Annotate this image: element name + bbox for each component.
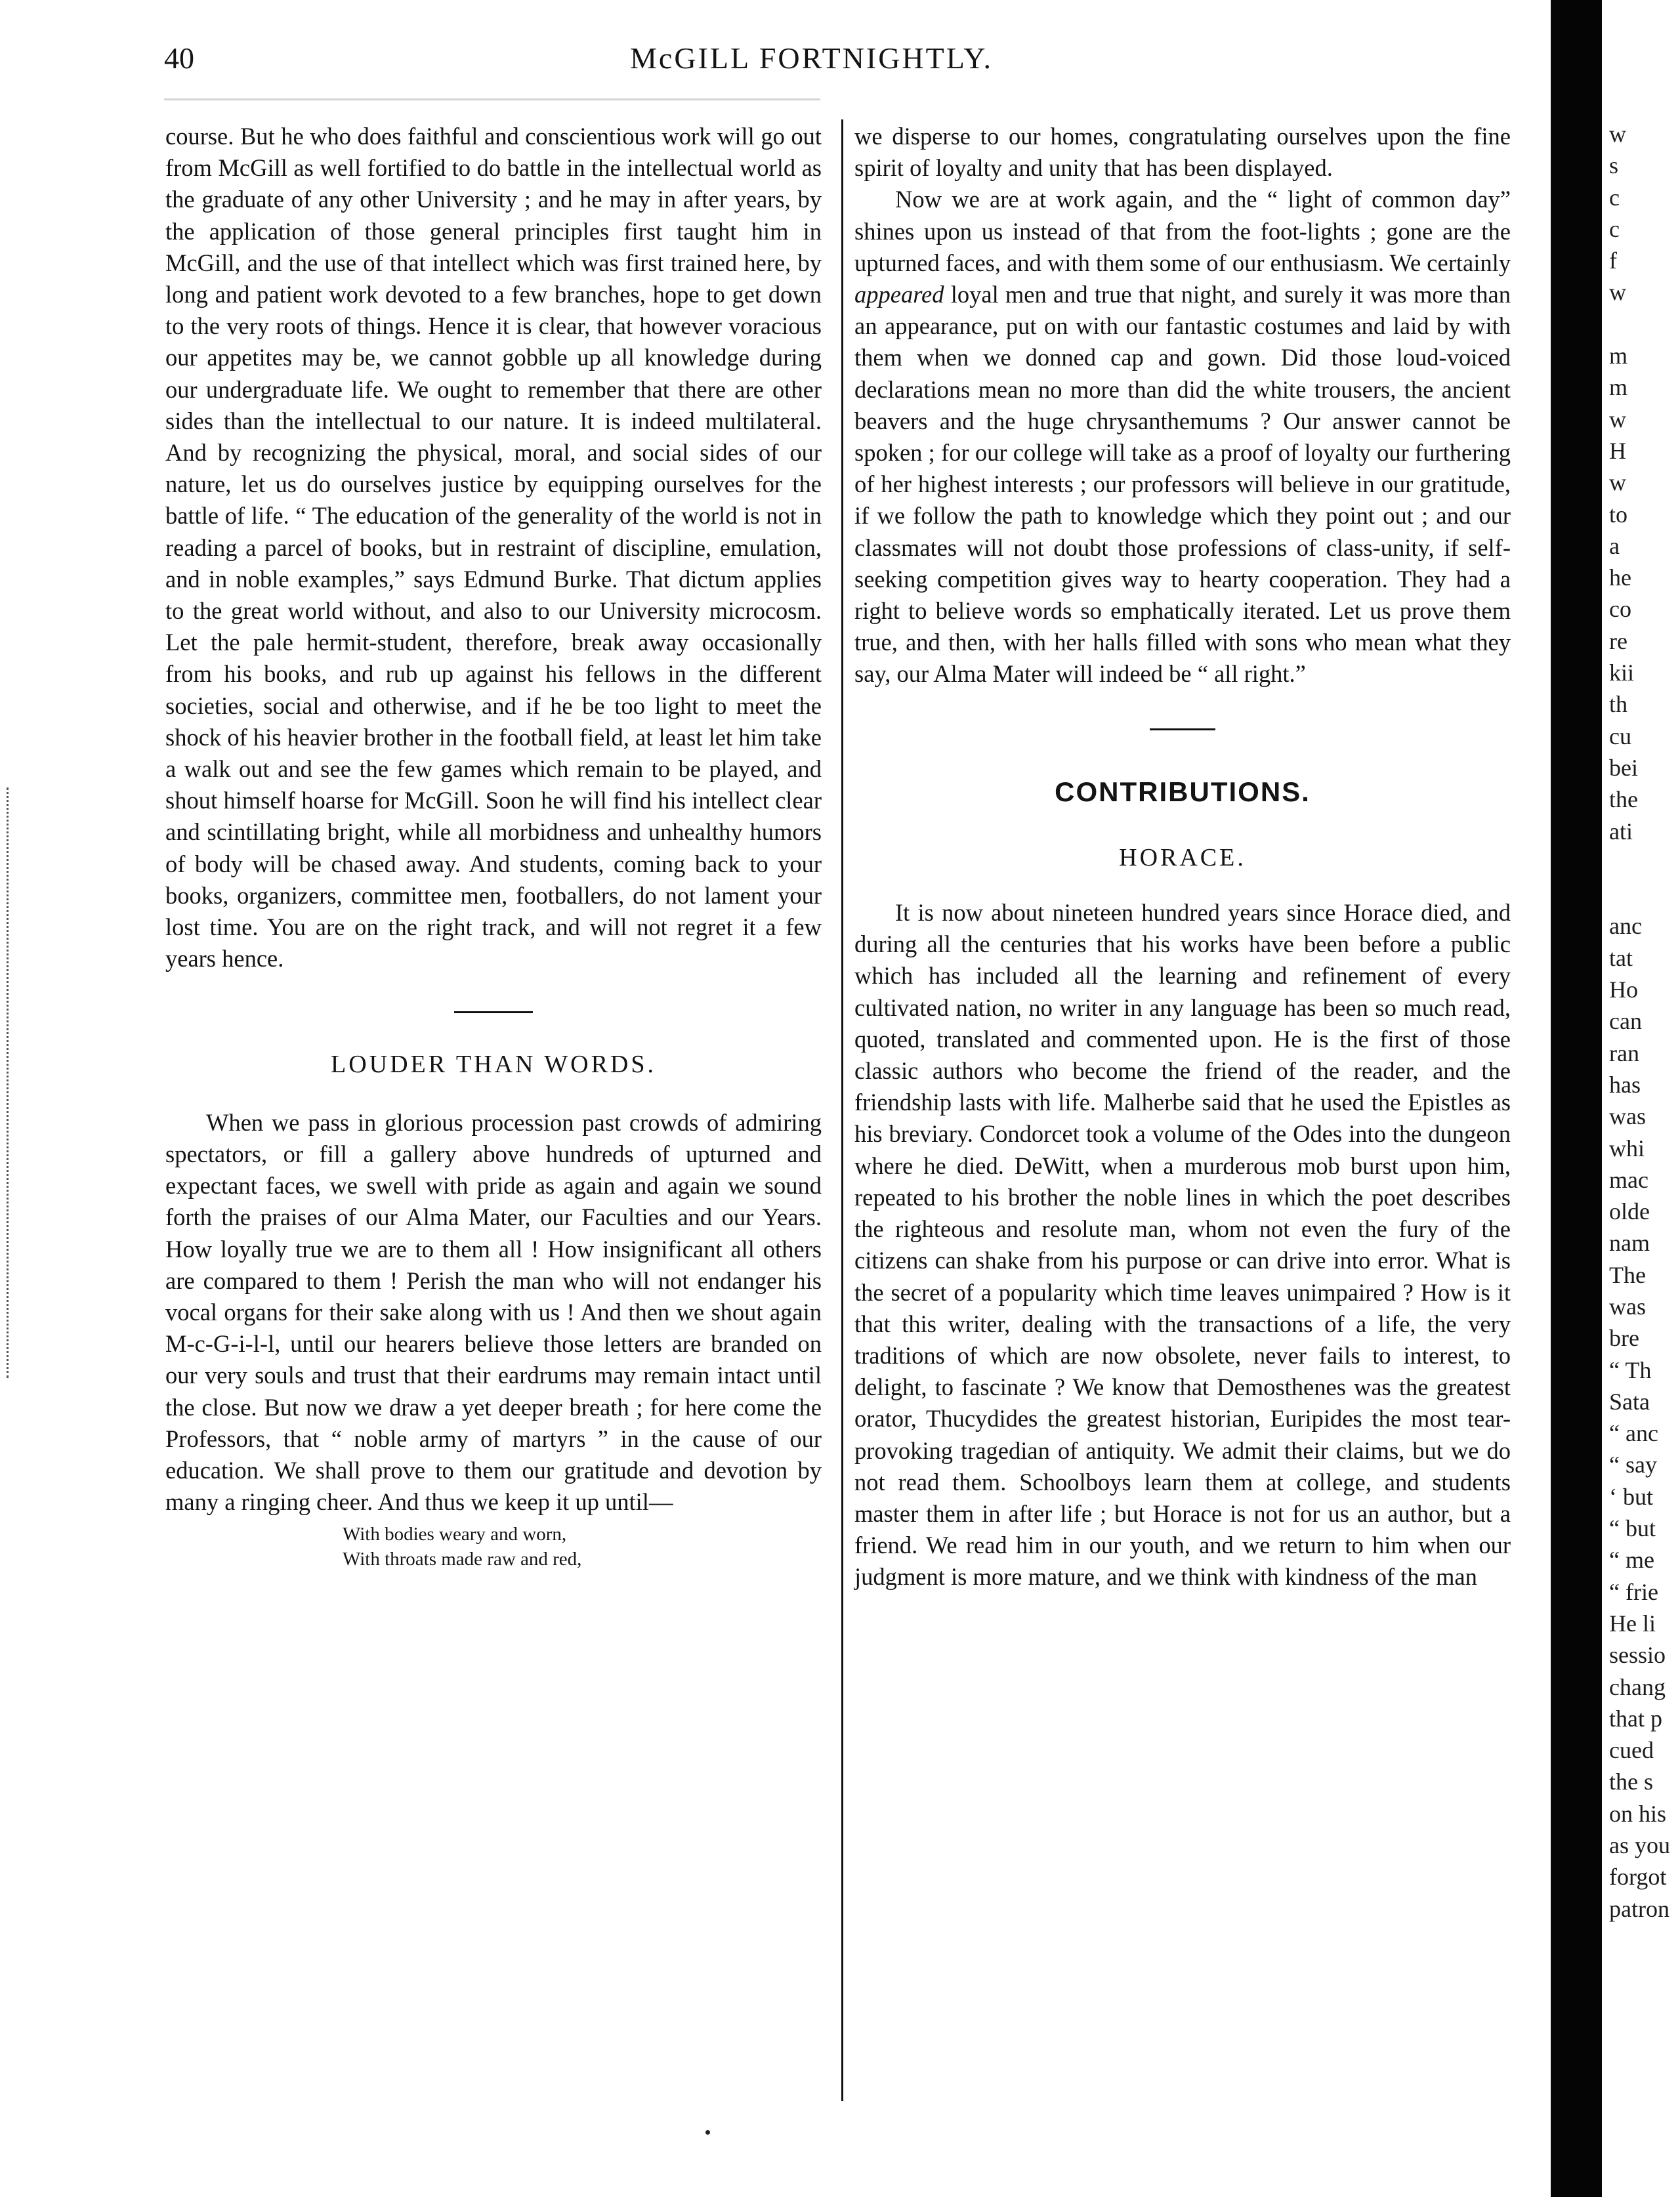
adjacent-page-fragments xyxy=(1609,118,1680,1925)
adjacent-page-fragment: Ho xyxy=(1609,976,1638,1003)
adjacent-page-fragment: “ but xyxy=(1609,1515,1656,1542)
adjacent-page-fragment: bei xyxy=(1609,754,1638,781)
adjacent-page-fragment: The xyxy=(1609,1261,1646,1288)
adjacent-page-fragment: he xyxy=(1609,564,1631,591)
adjacent-page-fragment: c xyxy=(1609,184,1620,211)
continuation-paragraph: we disperse to our homes, congratulating ourselves upon the fine spirit of loyalty and unity that has been displayed. xyxy=(854,123,1511,182)
adjacent-page-fragment: “ say xyxy=(1609,1452,1657,1478)
adjacent-page-fragment: cued xyxy=(1609,1737,1654,1764)
louder-paragraph: When we pass in glorious procession past crowds of admiring spectators, or fill a gallery above hundreds of upturned and expectant faces, we swell with pride as again and again we sound forth the praises of our Alma Mater, our Faculties and our Years. How loyally true we are to them all ! How insignificant all others are compared to them ! Perish the man who will not endanger his vocal organs for their sake along with us ! And then we shout again M-c-G-i-l-l, until our hearers believe those letters are branded on our very souls and trust that their eardrums may remain intact until the close. But now we draw a yet deeper breath ; for here come the Professors, that “ noble army of martyrs ” in the cause of our education. We shall prove to them our gratitude and devotion by many a ringing cheer. And thus we keep it up until— xyxy=(165,1108,822,1516)
adjacent-page-fragment: m xyxy=(1609,343,1628,369)
adjacent-page-fragment: that p xyxy=(1609,1705,1662,1732)
adjacent-page-fragment: was xyxy=(1609,1293,1646,1320)
adjacent-page-fragment: olde xyxy=(1609,1198,1650,1225)
adjacent-page-fragment xyxy=(1609,847,1680,879)
adjacent-page-fragment: s xyxy=(1609,152,1619,179)
now-paragraph xyxy=(854,184,1511,690)
adjacent-page-fragment: re xyxy=(1609,627,1628,654)
adjacent-page-fragment: sessio xyxy=(1609,1642,1666,1669)
now-paragraph-emphasis: appeared xyxy=(854,281,944,308)
adjacent-page-fragment: anc xyxy=(1609,913,1642,940)
section-divider xyxy=(1150,728,1215,730)
verse-line: With throats made raw and red, xyxy=(343,1549,582,1570)
right-column xyxy=(854,121,1511,1593)
adjacent-page-fragment: chang xyxy=(1609,1673,1666,1700)
column-rule xyxy=(841,119,843,2101)
adjacent-page-fragment: f xyxy=(1609,247,1617,274)
verse-quote xyxy=(165,1522,822,1572)
adjacent-page-fragment: m xyxy=(1609,374,1628,401)
adjacent-page-fragment: to xyxy=(1609,501,1628,528)
adjacent-page-fragment: can xyxy=(1609,1008,1642,1035)
adjacent-page-fragment: c xyxy=(1609,215,1620,242)
left-column xyxy=(165,121,822,1572)
adjacent-page-fragment: “ anc xyxy=(1609,1420,1658,1447)
adjacent-page-fragment: has xyxy=(1609,1071,1641,1098)
contributions-heading: CONTRIBUTIONS. xyxy=(1055,776,1311,807)
adjacent-page-fragment: on his xyxy=(1609,1800,1667,1827)
adjacent-page-fragment: nam xyxy=(1609,1230,1650,1257)
binding-shadow xyxy=(1551,0,1602,2197)
section-divider xyxy=(454,1011,533,1013)
louder-than-words-title: LOUDER THAN WORDS. xyxy=(331,1051,656,1079)
adjacent-page-fragment: whi xyxy=(1609,1135,1645,1161)
adjacent-page-fragment: “ Th xyxy=(1609,1356,1652,1383)
adjacent-page-fragment: was xyxy=(1609,1103,1646,1130)
horace-paragraph: It is now about nineteen hundred years since Horace died, and during all the centuries that his works have been before a public which has included all the learning and refinement of every cultivated nation, no writer in any language has been so much read, quoted, translated and commented upon. He is the first of those classic authors who become the friend of the reader, and the friendship lasts with life. Malherbe said that he used the Epistles as his breviary. Condorcet took a volume of the Odes into the dungeon where he died. DeWitt, when a murderous mob burst upon him, repeated to his brother the noble lines in which the poet describes the righteous and resolute man, whom not even the fury of the citizens can shake from his purpose or can drive into error. What is the secret of a popularity which time leaves unimpaired ? How is it that this writer, dealing with the transactions of a life, the very traditions of which are now obsolete, never fails to interest, to delight, to fascinate ? We know that Demosthenes was the greatest orator, Thucydides the greatest historian, Euripides the most tear-provoking tragedian of antiquity. We admit their claims, but we do not read them. Schoolboys learn them at college, and students master them in after life ; but Horace is not for us an author, but a friend. We read him in our youth, and we return to him when our judgment is more mature, and we think with kindness of the man xyxy=(854,899,1511,1591)
adjacent-page-fragment: tat xyxy=(1609,944,1633,971)
page-number: 40 xyxy=(164,41,194,75)
adjacent-page-fragment xyxy=(1609,879,1680,910)
adjacent-page-fragment: kii xyxy=(1609,659,1635,686)
margin-marks xyxy=(7,787,14,1378)
now-paragraph-text-end: loyal men and true that night, and surely it was more than an appearance, put on with our fantastic costumes and laid by with them when we donned cap and gown. Did those loud-voiced declarations mean no more than did the white trousers, the ancient beavers and the huge chrysanthemums ? Our answer cannot be spoken ; for our college will take as a proof of loyalty our furthering of her highest interests ; our professors will believe in our gratitude, if we follow the path to knowledge which they point out ; and our classmates will not doubt those professions of class-unity, if self-seeking competition gives way to hearty cooperation. They had a right to believe words so emphatically iterated. Let us prove them true, and then, with her halls filled with sons who mean what they say, our Alma Mater will indeed be “ all right.” xyxy=(854,281,1511,688)
adjacent-page-fragment: as you xyxy=(1609,1832,1670,1859)
adjacent-page-fragment: He li xyxy=(1609,1610,1656,1637)
adjacent-page-fragment: forgot xyxy=(1609,1864,1667,1891)
adjacent-page-fragment: th xyxy=(1609,691,1628,718)
adjacent-page-fragment: ran xyxy=(1609,1039,1639,1066)
adjacent-page-fragment: patron xyxy=(1609,1895,1670,1922)
verse-line: With bodies weary and worn, xyxy=(343,1524,567,1545)
adjacent-page-fragment: w xyxy=(1609,406,1626,432)
now-paragraph-text: Now we are at work again, and the “ light of common day” shines upon us instead of that from the foot-lights ; gone are the upturned faces, and with them some of our enthusiasm. We certainly xyxy=(854,186,1511,276)
adjacent-page-fragment: H xyxy=(1609,437,1626,464)
opening-paragraph: course. But he who does faithful and conscientious work will go out from McGill as well fortified to do battle in the intellectual world as the graduate of any other University ; and he may in after years, by the application of those general principles first taught him in McGill, and the use of that intellect which was first trained here, by long and patient work devoted to a few branches, hope to get down to the very roots of things. Hence it is clear, that however voracious our appetites may be, we cannot gobble up all knowledge during our undergraduate life. We ought to remember that there are other sides than the intellectual to our nature. It is indeed multilateral. And by recognizing the physical, moral, and social sides of our nature, let us do ourselves justice by equipping ourselves for the battle of life. “ The education of the generality of the world is not in reading a parcel of books, but in restraint of discipline, emulation, and in noble examples,” says Edmund Burke. That dictum applies to the great world without, and also to our University microcosm. Let the pale hermit-student, therefore, break away occasionally from his books, and rub up against his fellows in the different societies, social and otherwise, and if he be too light to meet the shock of his heavier brother in the football field, at least let him take a walk out and see the few games which remain to be played, and shout himself hoarse for McGill. Soon he will find his intellect clear and scintillating bright, while all morbidness and unhealthy humors of body will be chased away. And students, coming back to your books, organizers, committee men, footballers, do not lament your lost time. You are on the right track, and will not regret it a few years hence. xyxy=(165,123,822,973)
adjacent-page-fragment xyxy=(1609,308,1680,340)
adjacent-page-fragment: mac xyxy=(1609,1166,1648,1193)
adjacent-page-fragment: Sata xyxy=(1609,1388,1650,1415)
header-rule-left xyxy=(164,98,820,100)
adjacent-page-fragment: w xyxy=(1609,469,1626,496)
running-head: McGILL FORTNIGHTLY. xyxy=(630,41,994,75)
adjacent-page-fragment: ‘ but xyxy=(1609,1483,1653,1510)
adjacent-page-fragment: a xyxy=(1609,532,1620,559)
adjacent-page-fragment: ati xyxy=(1609,818,1633,845)
horace-title: HORACE. xyxy=(1119,843,1246,871)
adjacent-page-fragment: “ me xyxy=(1609,1547,1654,1574)
adjacent-page-fragment: co xyxy=(1609,596,1631,623)
adjacent-page-fragment: w xyxy=(1609,121,1626,147)
adjacent-page-fragment: w xyxy=(1609,279,1626,306)
ink-dot xyxy=(705,2130,710,2135)
adjacent-page-fragment: cu xyxy=(1609,722,1631,749)
adjacent-page-fragment: the s xyxy=(1609,1768,1653,1795)
adjacent-page-fragment: the xyxy=(1609,786,1638,813)
adjacent-page-fragment: bre xyxy=(1609,1325,1639,1352)
adjacent-page-fragment: “ frie xyxy=(1609,1578,1658,1605)
